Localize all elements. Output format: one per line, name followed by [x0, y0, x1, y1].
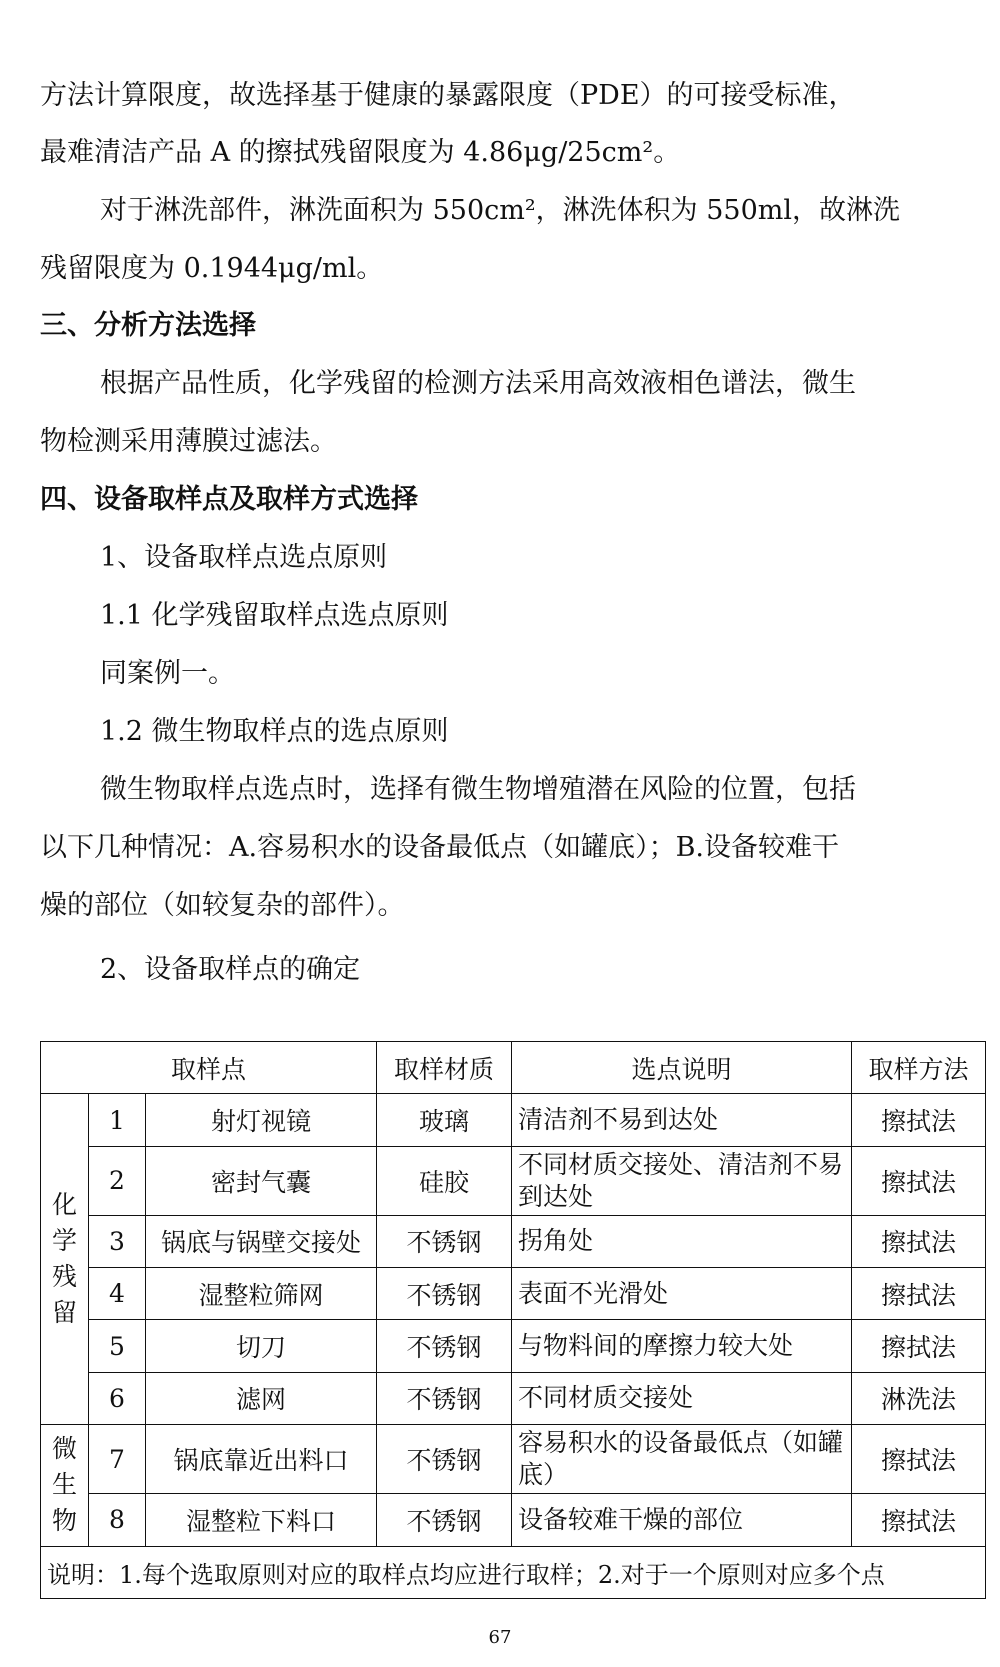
method: 擦拭法	[852, 1320, 986, 1372]
header-material: 取样材质	[377, 1042, 512, 1094]
material: 不锈钢	[377, 1268, 512, 1320]
material: 不锈钢	[377, 1494, 512, 1546]
table-row	[41, 1494, 986, 1546]
material: 不锈钢	[377, 1320, 512, 1372]
method: 擦拭法	[852, 1425, 986, 1494]
explanation: 与物料间的摩擦力较大处	[512, 1320, 852, 1372]
explanation: 拐角处	[512, 1215, 852, 1267]
explanation: 不同材质交接处、清洁剂不易到达处	[512, 1146, 852, 1215]
material: 不锈钢	[377, 1372, 512, 1424]
explanation: 容易积水的设备最低点（如罐底）	[512, 1425, 852, 1494]
table-row	[41, 1215, 986, 1267]
subsection-heading: 2、设备取样点的确定	[100, 954, 361, 985]
material: 不锈钢	[377, 1215, 512, 1267]
explanation: 表面不光滑处	[512, 1268, 852, 1320]
sampling-point: 湿整粒下料口	[146, 1494, 377, 1546]
row-number: 7	[89, 1425, 146, 1494]
row-number: 2	[89, 1146, 146, 1215]
subsection-heading: 1.1 化学残留取样点选点原则	[100, 600, 449, 631]
method: 擦拭法	[852, 1146, 986, 1215]
row-number: 1	[89, 1094, 146, 1146]
paragraph-line: 物检测采用薄膜过滤法。	[40, 426, 337, 457]
material: 玻璃	[377, 1094, 512, 1146]
table-row	[41, 1146, 986, 1215]
paragraph-line: 以下几种情况：A.容易积水的设备最低点（如罐底）；B.设备较难干	[40, 832, 840, 863]
page-number: 67	[488, 1627, 512, 1648]
paragraph-line: 燥的部位（如较复杂的部件）。	[40, 890, 405, 921]
method: 擦拭法	[852, 1494, 986, 1546]
paragraph-line: 方法计算限度，故选择基于健康的暴露限度（PDE）的可接受标准，	[40, 80, 856, 111]
sampling-point: 湿整粒筛网	[146, 1268, 377, 1320]
sampling-point: 切刀	[146, 1320, 377, 1372]
table-row	[41, 1320, 986, 1372]
section-heading: 四、设备取样点及取样方式选择	[40, 484, 418, 515]
explanation: 设备较难干燥的部位	[512, 1494, 852, 1546]
paragraph-line: 对于淋洗部件，淋洗面积为 550cm²，淋洗体积为 550ml，故淋洗	[100, 195, 901, 226]
paragraph-line: 同案例一。	[100, 658, 235, 689]
table-row	[41, 1094, 986, 1146]
method: 淋洗法	[852, 1372, 986, 1424]
row-number: 6	[89, 1372, 146, 1424]
sampling-point: 射灯视镜	[146, 1094, 377, 1146]
subsection-heading: 1.2 微生物取样点的选点原则	[100, 716, 449, 747]
paragraph-line: 最难清洁产品 A 的擦拭残留限度为 4.86μg/25cm²。	[40, 137, 681, 168]
table-row	[41, 1425, 986, 1494]
group-label-chemical: 化学残留	[41, 1094, 89, 1425]
table-header-row	[41, 1042, 986, 1094]
paragraph-line: 微生物取样点选点时，选择有微生物增殖潜在风险的位置，包括	[100, 774, 856, 805]
explanation: 清洁剂不易到达处	[512, 1094, 852, 1146]
method: 擦拭法	[852, 1268, 986, 1320]
method: 擦拭法	[852, 1094, 986, 1146]
header-sampling-point: 取样点	[41, 1042, 377, 1094]
section-heading: 三、分析方法选择	[40, 310, 256, 341]
paragraph-line: 根据产品性质，化学残留的检测方法采用高效液相色谱法，微生	[100, 368, 856, 399]
explanation: 不同材质交接处	[512, 1372, 852, 1424]
group-label-microbial: 微生物	[41, 1425, 89, 1546]
material: 不锈钢	[377, 1425, 512, 1494]
paragraph-line: 残留限度为 0.1944μg/ml。	[40, 253, 384, 284]
header-method: 取样方法	[852, 1042, 986, 1094]
sampling-point-table	[40, 1041, 986, 1599]
row-number: 3	[89, 1215, 146, 1267]
subsection-heading: 1、设备取样点选点原则	[100, 542, 388, 573]
header-explanation: 选点说明	[512, 1042, 852, 1094]
row-number: 8	[89, 1494, 146, 1546]
sampling-point: 密封气囊	[146, 1146, 377, 1215]
table-row	[41, 1372, 986, 1424]
table-row	[41, 1268, 986, 1320]
sampling-point: 锅底靠近出料口	[146, 1425, 377, 1494]
material: 硅胶	[377, 1146, 512, 1215]
sampling-point: 滤网	[146, 1372, 377, 1424]
sampling-point: 锅底与锅壁交接处	[146, 1215, 377, 1267]
row-number: 4	[89, 1268, 146, 1320]
method: 擦拭法	[852, 1215, 986, 1267]
table-note-row	[41, 1546, 986, 1598]
table-note: 说明：1.每个选取原则对应的取样点均应进行取样；2.对于一个原则对应多个点	[41, 1546, 986, 1598]
row-number: 5	[89, 1320, 146, 1372]
